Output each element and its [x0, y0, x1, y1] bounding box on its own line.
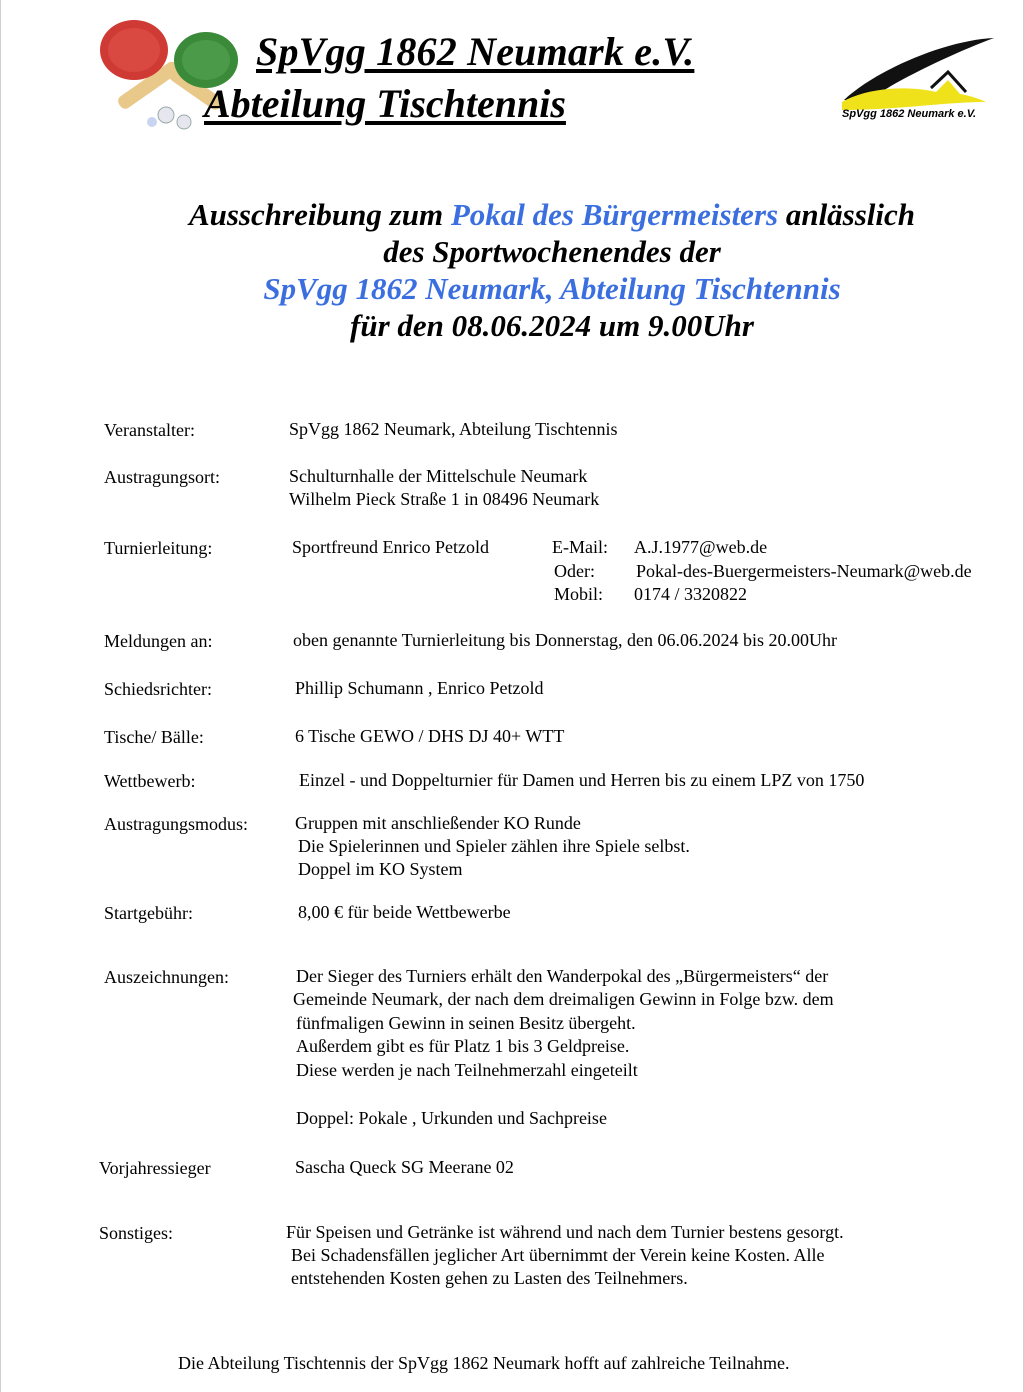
tische-label: Tische/ Bälle: [104, 727, 204, 747]
auszeichnungen-line: Gemeinde Neumark, der nach dem dreimaligen Gewinn in Folge bzw. dem [293, 989, 834, 1009]
auszeichnungen-doppel-line: Doppel: Pokale , Urkunden und Sachpreise [296, 1108, 607, 1128]
meldungen-value: oben genannte Turnierleitung bis Donnerstag, den 06.06.2024 bis 20.00Uhr [293, 630, 837, 650]
austragungsmodus-line: Doppel im KO System [298, 859, 463, 879]
turnierleitung-name: Sportfreund Enrico Petzold [292, 537, 489, 557]
schiedsrichter-value: Phillip Schumann , Enrico Petzold [295, 678, 544, 698]
mobil-value: 0174 / 3320822 [634, 584, 748, 604]
sonstiges-line: Für Speisen und Getränke ist während und nach dem Turnier bestens gesorgt. [286, 1222, 844, 1242]
vorjahressieger-label: Vorjahressieger [99, 1158, 211, 1178]
email-label: E-Mail: [552, 537, 608, 557]
headline-line-1 [0, 196, 1024, 233]
austragungsmodus-line: Die Spielerinnen und Spieler zählen ihre Spiele selbst. [298, 836, 690, 856]
veranstalter-label: Veranstalter: [104, 420, 195, 440]
tische-value: 6 Tische GEWO / DHS DJ 40+ WTT [295, 726, 565, 746]
headline-line-2: des Sportwochenendes der [383, 234, 721, 269]
headline-text: anlässlich [778, 197, 916, 232]
sonstiges-line: entstehenden Kosten gehen zu Lasten des Teilnehmers. [291, 1268, 688, 1288]
meldungen-label: Meldungen an: [104, 631, 213, 651]
austragungsort-label: Austragungsort: [104, 467, 220, 487]
wettbewerb-value: Einzel - und Doppelturnier für Damen und Herren bis zu einem LPZ von 1750 [299, 770, 865, 790]
oder-email-value: Pokal-des-Buergermeisters-Neumark@web.de [636, 561, 972, 581]
wettbewerb-label: Wettbewerb: [104, 771, 196, 791]
startgebuehr-label: Startgebühr: [104, 903, 193, 923]
turnierleitung-label: Turnierleitung: [104, 538, 213, 558]
sonstiges-line: Bei Schadensfällen jeglicher Art übernimmt der Verein keine Kosten. Alle [291, 1245, 825, 1265]
auszeichnungen-line: Diese werden je nach Teilnehmerzahl eingeteilt [296, 1060, 638, 1080]
cup-name: Pokal des Bürgermeisters [450, 197, 779, 232]
schiedsrichter-label: Schiedsrichter: [104, 679, 212, 699]
auszeichnungen-label: Auszeichnungen: [104, 967, 229, 987]
veranstalter-value: SpVgg 1862 Neumark, Abteilung Tischtennis [289, 419, 618, 439]
mobil-label: Mobil: [554, 584, 604, 604]
sonstiges-label: Sonstiges: [99, 1223, 174, 1243]
email-value: A.J.1977@web.de [634, 537, 768, 557]
vorjahressieger-value: Sascha Queck SG Meerane 02 [295, 1157, 514, 1177]
auszeichnungen-line: Der Sieger des Turniers erhält den Wanderpokal des „Bürgermeisters“ der [296, 966, 829, 986]
headline-line-4: für den 08.06.2024 um 9.00Uhr [350, 308, 754, 343]
headline-text: Ausschreibung zum [188, 197, 451, 232]
austragungsmodus-line: Gruppen mit anschließender KO Runde [295, 813, 581, 833]
auszeichnungen-line: fünfmaligen Gewinn in seinen Besitz übergeht. [296, 1013, 636, 1033]
brand-logo-text: SpVgg 1862 Neumark e.V. [842, 108, 977, 120]
startgebuehr-value: 8,00 € für beide Wettbewerbe [298, 902, 511, 922]
austragungsort-line: Schulturnhalle der Mittelschule Neumark [289, 466, 588, 486]
headline-line-3: SpVgg 1862 Neumark, Abteilung Tischtennis [263, 271, 841, 306]
auszeichnungen-line: Außerdem gibt es für Platz 1 bis 3 Geldpreise. [296, 1036, 630, 1056]
austragungsort-line: Wilhelm Pieck Straße 1 in 08496 Neumark [289, 489, 600, 509]
department-title: Abteilung Tischtennis [204, 81, 566, 126]
austragungsmodus-label: Austragungsmodus: [104, 814, 248, 834]
footer-note: Die Abteilung Tischtennis der SpVgg 1862 Neumark hofft auf zahlreiche Teilnahme. [178, 1353, 790, 1373]
oder-label: Oder: [554, 561, 595, 581]
club-title: SpVgg 1862 Neumark e.V. [256, 29, 695, 74]
headline [0, 196, 1024, 344]
